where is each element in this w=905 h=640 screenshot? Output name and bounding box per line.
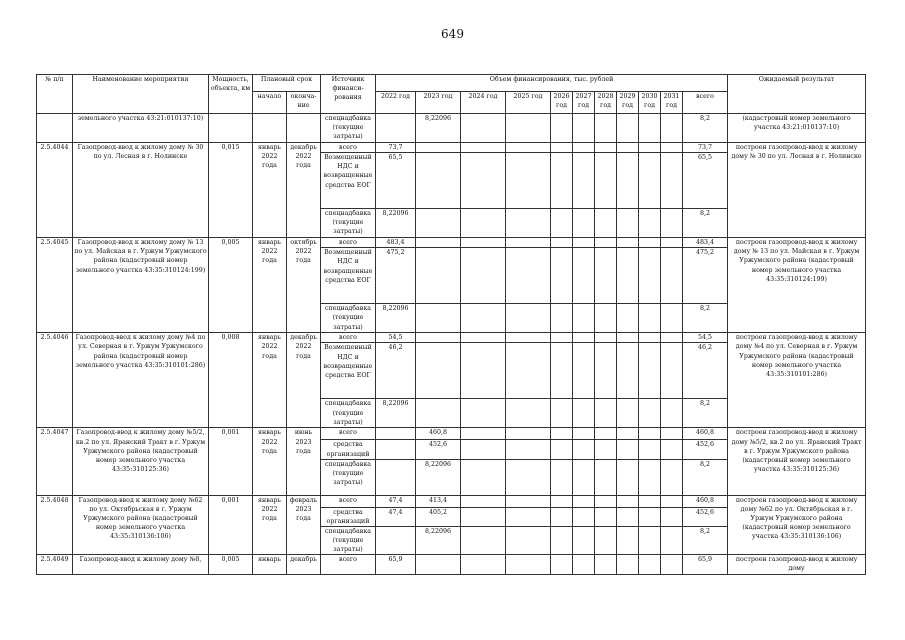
year-value bbox=[573, 333, 595, 343]
col-result-header: Ожидаемый результат bbox=[728, 75, 866, 114]
total-value: 460,8 bbox=[683, 428, 728, 440]
total-value: 8,2 bbox=[683, 459, 728, 495]
year-value: 452,6 bbox=[416, 440, 461, 459]
year-value bbox=[573, 153, 595, 209]
item-end: февраль 2023 года bbox=[287, 495, 321, 555]
col-year-header: 2028 год bbox=[595, 92, 617, 114]
year-value: 47,4 bbox=[376, 507, 416, 526]
table-row bbox=[37, 333, 866, 343]
year-value bbox=[595, 209, 617, 238]
year-value bbox=[461, 153, 506, 209]
year-value: 8,22096 bbox=[416, 526, 461, 554]
year-value: 483,4 bbox=[376, 238, 416, 248]
year-value bbox=[416, 333, 461, 343]
year-value bbox=[639, 209, 661, 238]
total-value: 8,2 bbox=[683, 114, 728, 143]
year-value bbox=[595, 428, 617, 440]
year-value: 65,5 bbox=[376, 153, 416, 209]
year-value bbox=[376, 526, 416, 554]
year-value: 475,2 bbox=[376, 248, 416, 304]
expected-result: (кадастровый номер земельного участка 43:21:010137:10) bbox=[728, 114, 866, 143]
item-number: 2.5.4044 bbox=[37, 143, 73, 238]
year-value bbox=[617, 238, 639, 248]
col-year-header: 2027 год bbox=[573, 92, 595, 114]
year-value bbox=[416, 248, 461, 304]
item-capacity: 0,008 bbox=[209, 333, 253, 428]
year-value bbox=[595, 526, 617, 554]
year-value bbox=[617, 304, 639, 333]
year-value bbox=[506, 428, 551, 440]
year-value bbox=[416, 399, 461, 428]
year-value bbox=[461, 495, 506, 507]
total-value: 475,2 bbox=[683, 248, 728, 304]
year-value bbox=[573, 143, 595, 153]
item-start bbox=[253, 114, 287, 143]
year-value bbox=[595, 555, 617, 574]
year-value bbox=[461, 333, 506, 343]
year-value bbox=[639, 248, 661, 304]
year-value bbox=[617, 343, 639, 399]
item-name: Газопровод-ввод к жилому дому №5/2, кв.2 по ул. Яранский Тракт в г. Уржум Уржумского района (кадастровый номер земельного участка 43:35:310125:36) bbox=[73, 428, 209, 495]
year-value bbox=[376, 428, 416, 440]
item-capacity: 0,005 bbox=[209, 555, 253, 574]
table-row bbox=[37, 495, 866, 507]
year-value bbox=[617, 428, 639, 440]
year-value: 8,22096 bbox=[376, 399, 416, 428]
item-number: 2.5.4049 bbox=[37, 555, 73, 574]
year-value bbox=[595, 343, 617, 399]
item-number: 2.5.4048 bbox=[37, 495, 73, 555]
year-value bbox=[661, 143, 683, 153]
funding-source: спецнадбавка (текущие затраты) bbox=[321, 399, 376, 428]
year-value bbox=[639, 428, 661, 440]
item-start: январь 2022 года bbox=[253, 238, 287, 333]
table-body bbox=[37, 114, 866, 575]
year-value bbox=[416, 343, 461, 399]
year-value bbox=[551, 428, 573, 440]
col-name-header: Наименование мероприятия bbox=[73, 75, 209, 114]
year-value bbox=[416, 209, 461, 238]
year-value bbox=[573, 495, 595, 507]
financing-table bbox=[36, 74, 866, 575]
year-value bbox=[573, 459, 595, 495]
item-name: Газопровод-ввод к жилому дому №4 по ул. Северная в г. Уржум Уржумского района (кадастровый номер земельного участка 43:35:310101:286) bbox=[73, 333, 209, 428]
year-value bbox=[573, 555, 595, 574]
year-value bbox=[551, 238, 573, 248]
year-value bbox=[506, 440, 551, 459]
table-row bbox=[37, 143, 866, 153]
year-value bbox=[506, 114, 551, 143]
year-value bbox=[595, 304, 617, 333]
year-value bbox=[376, 440, 416, 459]
year-value: 460,8 bbox=[416, 428, 461, 440]
year-value bbox=[661, 343, 683, 399]
year-value bbox=[551, 440, 573, 459]
year-value: 46,2 bbox=[376, 343, 416, 399]
year-value bbox=[551, 209, 573, 238]
total-value: 8,2 bbox=[683, 209, 728, 238]
year-value bbox=[595, 459, 617, 495]
year-value bbox=[461, 526, 506, 554]
year-value bbox=[617, 399, 639, 428]
year-value bbox=[639, 399, 661, 428]
funding-source: спецнадбавка (текущие затраты) bbox=[321, 209, 376, 238]
year-value bbox=[661, 495, 683, 507]
item-number bbox=[37, 114, 73, 143]
year-value bbox=[661, 114, 683, 143]
year-value bbox=[461, 238, 506, 248]
total-value: 452,6 bbox=[683, 507, 728, 526]
year-value: 413,4 bbox=[416, 495, 461, 507]
year-value bbox=[661, 526, 683, 554]
col-start-header: начало bbox=[253, 92, 287, 114]
item-end: декабрь 2022 года bbox=[287, 333, 321, 428]
total-value: 46,2 bbox=[683, 343, 728, 399]
year-value bbox=[661, 153, 683, 209]
funding-source: Возмещенный НДС и возвращенные средства ЕОГ bbox=[321, 248, 376, 304]
year-value: 47,4 bbox=[376, 495, 416, 507]
year-value bbox=[461, 209, 506, 238]
year-value bbox=[639, 304, 661, 333]
col-end-header: оконча-ние bbox=[287, 92, 321, 114]
year-value bbox=[551, 153, 573, 209]
item-capacity: 0,001 bbox=[209, 495, 253, 555]
year-value bbox=[617, 114, 639, 143]
year-value bbox=[595, 238, 617, 248]
item-name: Газопровод-ввод к жилому дому № 13 по ул. Майская в г. Уржум Уржумского района (кадастровый номер земельного участка 43:35:310124:199) bbox=[73, 238, 209, 333]
year-value bbox=[461, 399, 506, 428]
year-value bbox=[461, 440, 506, 459]
year-value bbox=[639, 459, 661, 495]
page-number: 649 bbox=[441, 27, 464, 41]
item-capacity: 0,015 bbox=[209, 143, 253, 238]
item-start: январь 2022 года bbox=[253, 428, 287, 495]
year-value bbox=[461, 343, 506, 399]
col-term-header: Плановый срок bbox=[253, 75, 321, 92]
funding-source: спецнадбавка (текущие затраты) bbox=[321, 526, 376, 554]
col-year-header: 2030 год bbox=[639, 92, 661, 114]
year-value: 65,9 bbox=[376, 555, 416, 574]
year-value bbox=[617, 526, 639, 554]
year-value bbox=[661, 507, 683, 526]
year-value bbox=[639, 114, 661, 143]
year-value bbox=[551, 248, 573, 304]
item-capacity: 0,005 bbox=[209, 238, 253, 333]
col-volume-header: Объем финансирования, тыс. рублей bbox=[376, 75, 728, 92]
item-end: декабрь bbox=[287, 555, 321, 574]
year-value bbox=[595, 440, 617, 459]
total-value: 8,2 bbox=[683, 399, 728, 428]
year-value bbox=[595, 333, 617, 343]
item-name: Газопровод-ввод к жилому дому № 30 по ул. Лесная в г. Нолинске bbox=[73, 143, 209, 238]
year-value bbox=[595, 114, 617, 143]
year-value bbox=[506, 526, 551, 554]
year-value bbox=[551, 114, 573, 143]
year-value bbox=[617, 153, 639, 209]
year-value bbox=[461, 114, 506, 143]
total-value: 65,5 bbox=[683, 153, 728, 209]
year-value: 8,22096 bbox=[376, 209, 416, 238]
year-value bbox=[461, 459, 506, 495]
year-value bbox=[639, 238, 661, 248]
item-start: январь 2022 года bbox=[253, 143, 287, 238]
funding-source: средства организаций bbox=[321, 507, 376, 526]
year-value bbox=[639, 507, 661, 526]
year-value bbox=[617, 459, 639, 495]
year-value bbox=[573, 209, 595, 238]
year-value bbox=[551, 143, 573, 153]
year-value bbox=[506, 143, 551, 153]
year-value bbox=[461, 248, 506, 304]
col-capacity-header: Мощность, объекта, км bbox=[209, 75, 253, 114]
year-value bbox=[661, 459, 683, 495]
item-end: октябрь 2022 года bbox=[287, 238, 321, 333]
funding-source: спецнадбавка (текущие затраты) bbox=[321, 304, 376, 333]
funding-source: всего bbox=[321, 555, 376, 574]
year-value bbox=[639, 526, 661, 554]
expected-result: построен газопровод-ввод к жилому дому №4 по ул. Северная в г. Уржум Уржумского района (кадастровый номер земельного участка 43:35:310101:286) bbox=[728, 333, 866, 428]
table-row bbox=[37, 555, 866, 574]
item-name: Газопровод-ввод к жилому дому №62 по ул. Октябрьская в г. Уржум Уржумского района (кадастровый номер земельного участка 43:35:310136:106) bbox=[73, 495, 209, 555]
year-value bbox=[573, 399, 595, 428]
year-value bbox=[506, 248, 551, 304]
year-value bbox=[639, 333, 661, 343]
funding-source: всего bbox=[321, 238, 376, 248]
year-value bbox=[573, 526, 595, 554]
year-value bbox=[573, 304, 595, 333]
year-value bbox=[661, 248, 683, 304]
year-value: 54,5 bbox=[376, 333, 416, 343]
year-value bbox=[461, 555, 506, 574]
expected-result: построен газопровод-ввод к жилому дому №5/2, кв.2 по ул. Яранский Тракт в г. Уржум Уржумского района (кадастровый номер земельного участка 43:35:310125:36) bbox=[728, 428, 866, 495]
table-row bbox=[37, 428, 866, 440]
year-value bbox=[661, 333, 683, 343]
year-value bbox=[573, 238, 595, 248]
total-value: 460,8 bbox=[683, 495, 728, 507]
year-value bbox=[617, 209, 639, 238]
year-value bbox=[551, 343, 573, 399]
year-value bbox=[551, 459, 573, 495]
year-value bbox=[595, 507, 617, 526]
total-value: 54,5 bbox=[683, 333, 728, 343]
funding-source: спецнадбавка (текущие затраты) bbox=[321, 114, 376, 143]
item-end bbox=[287, 114, 321, 143]
year-value bbox=[506, 555, 551, 574]
year-value bbox=[376, 114, 416, 143]
year-value bbox=[639, 440, 661, 459]
col-year-header: 2031 год bbox=[661, 92, 683, 114]
year-value bbox=[639, 153, 661, 209]
col-year-header: 2024 год bbox=[461, 92, 506, 114]
year-value bbox=[595, 495, 617, 507]
year-value bbox=[639, 143, 661, 153]
year-value bbox=[551, 555, 573, 574]
year-value: 8,22096 bbox=[376, 304, 416, 333]
year-value bbox=[461, 143, 506, 153]
item-number: 2.5.4046 bbox=[37, 333, 73, 428]
table-header bbox=[37, 75, 866, 114]
year-value bbox=[506, 209, 551, 238]
total-value: 8,2 bbox=[683, 304, 728, 333]
funding-source: всего bbox=[321, 333, 376, 343]
year-value bbox=[461, 507, 506, 526]
year-value bbox=[595, 399, 617, 428]
year-value bbox=[551, 495, 573, 507]
year-value bbox=[506, 399, 551, 428]
funding-source: Возмещенный НДС и возвращенные средства ЕОГ bbox=[321, 343, 376, 399]
year-value bbox=[661, 428, 683, 440]
year-value bbox=[617, 143, 639, 153]
item-start: январь 2022 года bbox=[253, 495, 287, 555]
funding-source: всего bbox=[321, 143, 376, 153]
year-value bbox=[595, 248, 617, 304]
year-value bbox=[573, 114, 595, 143]
col-year-header: 2023 год bbox=[416, 92, 461, 114]
col-year-header: 2026 год bbox=[551, 92, 573, 114]
item-number: 2.5.4045 bbox=[37, 238, 73, 333]
total-value: 65,9 bbox=[683, 555, 728, 574]
col-source-header: Источник финанси-рования bbox=[321, 75, 376, 114]
year-value bbox=[506, 333, 551, 343]
year-value bbox=[661, 304, 683, 333]
year-value bbox=[551, 304, 573, 333]
item-name: земельного участка 43:21:010137:10) bbox=[73, 114, 209, 143]
year-value bbox=[617, 248, 639, 304]
year-value bbox=[573, 507, 595, 526]
year-value bbox=[573, 248, 595, 304]
col-year-header: 2029 год bbox=[617, 92, 639, 114]
year-value bbox=[506, 343, 551, 399]
total-value: 73,7 bbox=[683, 143, 728, 153]
item-capacity: 0,001 bbox=[209, 428, 253, 495]
expected-result: построен газопровод-ввод к жилому дому bbox=[728, 555, 866, 574]
year-value bbox=[661, 399, 683, 428]
year-value bbox=[617, 555, 639, 574]
year-value bbox=[595, 143, 617, 153]
year-value bbox=[416, 555, 461, 574]
funding-source: всего bbox=[321, 428, 376, 440]
year-value bbox=[639, 343, 661, 399]
year-value bbox=[416, 143, 461, 153]
year-value bbox=[617, 333, 639, 343]
expected-result: построен газопровод-ввод к жилому дому № 13 по ул. Майская в г. Уржум Уржумского района (кадастровый номер земельного участка 43:35:310124:199) bbox=[728, 238, 866, 333]
total-value: 452,6 bbox=[683, 440, 728, 459]
item-start: январь 2022 года bbox=[253, 333, 287, 428]
year-value bbox=[551, 526, 573, 554]
year-value bbox=[376, 459, 416, 495]
year-value bbox=[506, 495, 551, 507]
year-value bbox=[506, 507, 551, 526]
col-total-header: всего bbox=[683, 92, 728, 114]
funding-source: Возмещенный НДС и возвращенные средства ЕОГ bbox=[321, 153, 376, 209]
year-value: 8,22096 bbox=[416, 114, 461, 143]
year-value bbox=[573, 428, 595, 440]
funding-source: средства организаций bbox=[321, 440, 376, 459]
expected-result: построен газопровод-ввод к жилому дому №62 по ул. Октябрьская в г. Уржум Уржумского района (кадастровый номер земельного участка 43:35:310136:106) bbox=[728, 495, 866, 555]
year-value bbox=[551, 333, 573, 343]
total-value: 483,4 bbox=[683, 238, 728, 248]
year-value bbox=[661, 555, 683, 574]
year-value bbox=[573, 440, 595, 459]
item-name: Газопровод-ввод к жилому дому №8, bbox=[73, 555, 209, 574]
year-value bbox=[551, 507, 573, 526]
year-value bbox=[461, 304, 506, 333]
year-value bbox=[573, 343, 595, 399]
item-number: 2.5.4047 bbox=[37, 428, 73, 495]
year-value bbox=[506, 238, 551, 248]
year-value bbox=[461, 428, 506, 440]
item-end: декабрь 2022 года bbox=[287, 143, 321, 238]
year-value bbox=[506, 459, 551, 495]
col-num-header: № п/п bbox=[37, 75, 73, 114]
year-value bbox=[661, 440, 683, 459]
year-value bbox=[595, 153, 617, 209]
year-value: 405,2 bbox=[416, 507, 461, 526]
funding-source: спецнадбавка (текущие затраты) bbox=[321, 459, 376, 495]
year-value bbox=[416, 153, 461, 209]
item-capacity bbox=[209, 114, 253, 143]
year-value bbox=[416, 304, 461, 333]
year-value bbox=[617, 495, 639, 507]
year-value bbox=[416, 238, 461, 248]
year-value bbox=[506, 304, 551, 333]
year-value bbox=[661, 238, 683, 248]
year-value bbox=[617, 440, 639, 459]
col-year-header: 2022 год bbox=[376, 92, 416, 114]
year-value bbox=[639, 555, 661, 574]
item-end: июнь 2023 года bbox=[287, 428, 321, 495]
col-year-header: 2025 год bbox=[506, 92, 551, 114]
year-value: 73,7 bbox=[376, 143, 416, 153]
expected-result: построен газопровод-ввод к жилому дому № 30 по ул. Лесная в г. Нолинске bbox=[728, 143, 866, 238]
year-value bbox=[617, 507, 639, 526]
year-value bbox=[661, 209, 683, 238]
year-value: 8,22096 bbox=[416, 459, 461, 495]
total-value: 8,2 bbox=[683, 526, 728, 554]
funding-source: всего bbox=[321, 495, 376, 507]
item-start: январь bbox=[253, 555, 287, 574]
table-row bbox=[37, 114, 866, 143]
year-value bbox=[639, 495, 661, 507]
table-row bbox=[37, 238, 866, 248]
year-value bbox=[506, 153, 551, 209]
year-value bbox=[551, 399, 573, 428]
